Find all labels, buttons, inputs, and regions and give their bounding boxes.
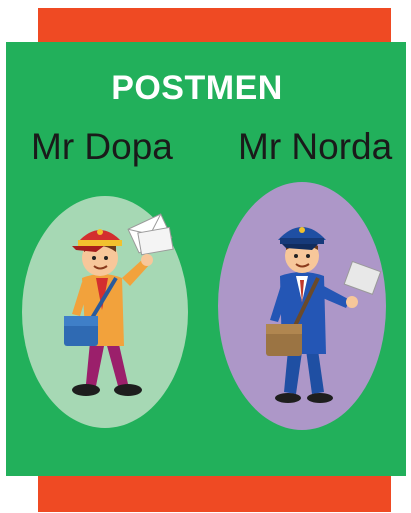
postman-name-left: Mr Dopa: [31, 126, 173, 167]
postman-blue-uniform-icon: [258, 204, 388, 424]
postman-red-cap-icon: [52, 200, 182, 420]
top-red-band: [38, 8, 391, 44]
bottom-red-band: [38, 476, 391, 512]
postman-name-right: Mr Norda: [238, 126, 393, 167]
page-title: POSTMEN: [111, 69, 283, 107]
